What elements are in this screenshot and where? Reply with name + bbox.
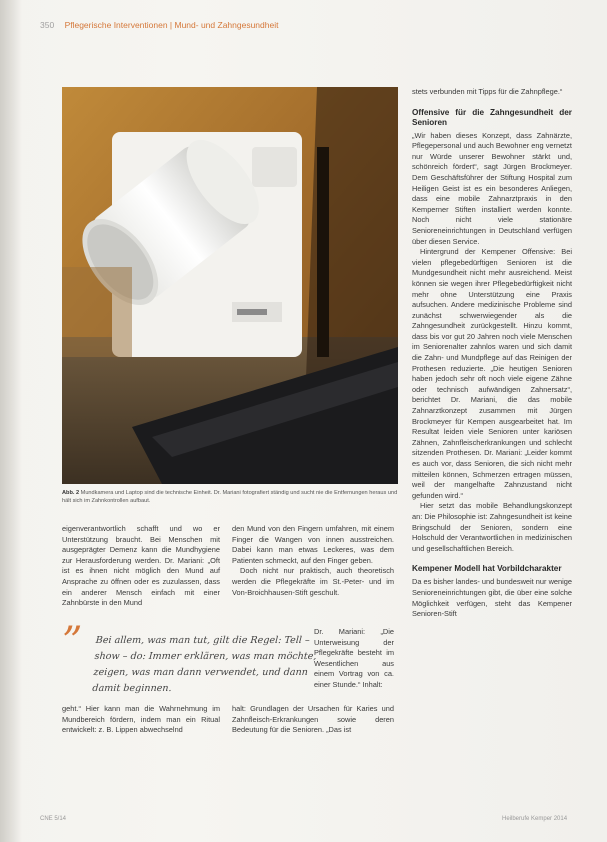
paragraph: Da es bisher landes- und bundesweit nur wenige Senioreneinrichtungen gibt, die über eine solche Möglichkeit verfügen, steht das Kempener Senioren-Stift	[412, 577, 572, 619]
paragraph: Hintergrund der Kempener Offensive: Bei vielen pflegebedürftigen Senioren ist die Mundgesundheit nicht mehr ausreichend. Meist können sie wegen ihrer Pflegebedürftigkeit nicht mehr ohne Unterstützung eine Praxis aufsuchen. Andere medizinische Probleme sind zunächst schwerwiegender als die Zahngesundheit zurückgestellt. Hinzu kommt, dass bis vor gut 20 Jahren noch viele Menschen im Seniorenalter zahnlos waren und sich damit die Zahn- und Mundpflege auf das Reinigen der Prothesen reduzierte. „Die heutigen Senioren haben jedoch sehr oft noch viele eigene Zähne oder technisch aufwändigen Zahnersatz“, berichtet Dr. Mariani, die das mobile Zahnarztkonzept zusammen mit Jürgen Brockmeyer für Kempen ausgearbeitet hat. Im Resultat leiden viele Senioren unter kariösen Zähnen, Zahnfleischerkrankungen und schlecht sitzenden Prothesen. Dr. Mariani: „Leider kommt es auch vor, dass Senioren, die sich nicht mehr mitteilen können, Schmerzen ertragen müssen, weil der mangelhafte Zahnzustand nicht gefunden wird.“	[412, 247, 572, 500]
running-head	[40, 20, 278, 30]
paragraph: Dr. Mariani: „Die Unterweisung der Pflegekräfte besteht im Wesentlichen aus einem Vortrag von ca. einer Stunde.“ Inhalt:	[314, 627, 394, 689]
section-title: Pflegerische Interventionen | Mund- und Zahngesundheit	[64, 20, 279, 30]
subheading: Offensive für die Zahngesundheit der Senioren	[412, 107, 572, 127]
paragraph: Doch nicht nur praktisch, auch theoretisch werden die Pflegekräfte im St.-Peter- und im Von-Broichhausen-Stift geschult.	[232, 566, 394, 597]
paragraph: stets verbunden mit Tipps für die Zahnpflege.“	[412, 87, 563, 96]
footer-left: CNE 5/14	[40, 816, 67, 822]
quote-mark-icon: ”	[62, 619, 83, 665]
figure-caption	[62, 489, 402, 505]
column-2-top	[232, 524, 394, 598]
figure-photo	[62, 87, 398, 484]
column-1-top	[62, 524, 220, 609]
caption-label: Abb. 2	[62, 490, 80, 496]
caption-text: Mundkamera und Laptop sind die technische Einheit. Dr. Mariani fotografiert ständig und sucht nie die Entfernungen heraus und hält sich im Zahnkontrollen aufbaut.	[62, 490, 398, 504]
column-2-bottom	[232, 704, 394, 736]
column-1-bottom	[62, 704, 220, 736]
paragraph: geht.“ Hier kann man die Wahrnehmung im Mundbereich fördern, indem man ein Ritual entwickelt: z. B. Lippen abwechselnd	[62, 704, 220, 735]
paragraph: den Mund von den Fingern umfahren, mit einem Finger die Wangen von innen ausstreichen. Dabei kann man etwas Leckeres, was dem Patienten schmeckt, auf den Finger geben.	[232, 524, 394, 565]
pull-quote: Bei allem, was man tut, gilt die Regel: Tell – show – do: Immer erklären, was man möchte, zeigen, was man dann verwendet, und dann damit beginnen.	[91, 635, 317, 694]
paragraph: Hier setzt das mobile Behandlungskonzept an: Die Philosophie ist: Zahngesundheit ist keine Bringschuld der Senioren, sondern eine Holschuld der Verantwortlichen in medizinischen und gesellschaftlichen Bereich.	[412, 501, 572, 553]
paragraph: eigenverantwortlich schafft und wo er Unterstützung braucht. Bei Menschen mit ausgeprägter Demenz kann die Mundhygiene zur Herausforderung werden. Dr. Mariani: „Oft ist es ihnen nicht möglich den Mund auf Ansprache zu öffnen oder es zuzulassen, dass ein anderer Mensch einfach mit einer Zahnbürste in den Mund	[62, 524, 220, 608]
page-number: 350	[40, 20, 55, 30]
page-fold-shadow	[0, 0, 22, 842]
footer-right: Heilberufe Kemper 2014	[502, 816, 568, 822]
column-3	[412, 87, 572, 620]
paragraph: „Wir haben dieses Konzept, dass Zahnärzte, Pflegepersonal und auch Bewohner eng vernetzt nur Würde unserer Bewohner stärkt und, schönreich fördert“, sagt Jürgen Brockmeyer. Dem Geschäftsführer der Stiftung Hospital zum Heiligen Geist ist es ein besonderes Anliegen, dass eine mobile Zahnarztpraxis in den Kemperner Stiften installiert werden konnte. Noch nicht viele stationäre Senioreneinrichtungen in Deutschland verfügen über diesen Service.	[412, 130, 572, 246]
paragraph: halt: Grundlagen der Ursachen für Karies und Zahnfleisch-Erkrankungen sowie deren Bedeutung für die Senioren. „Das ist	[232, 704, 394, 735]
subheading: Kempener Modell hat Vorbildcharakter	[412, 564, 562, 574]
camera-laptop-photo	[62, 87, 398, 484]
